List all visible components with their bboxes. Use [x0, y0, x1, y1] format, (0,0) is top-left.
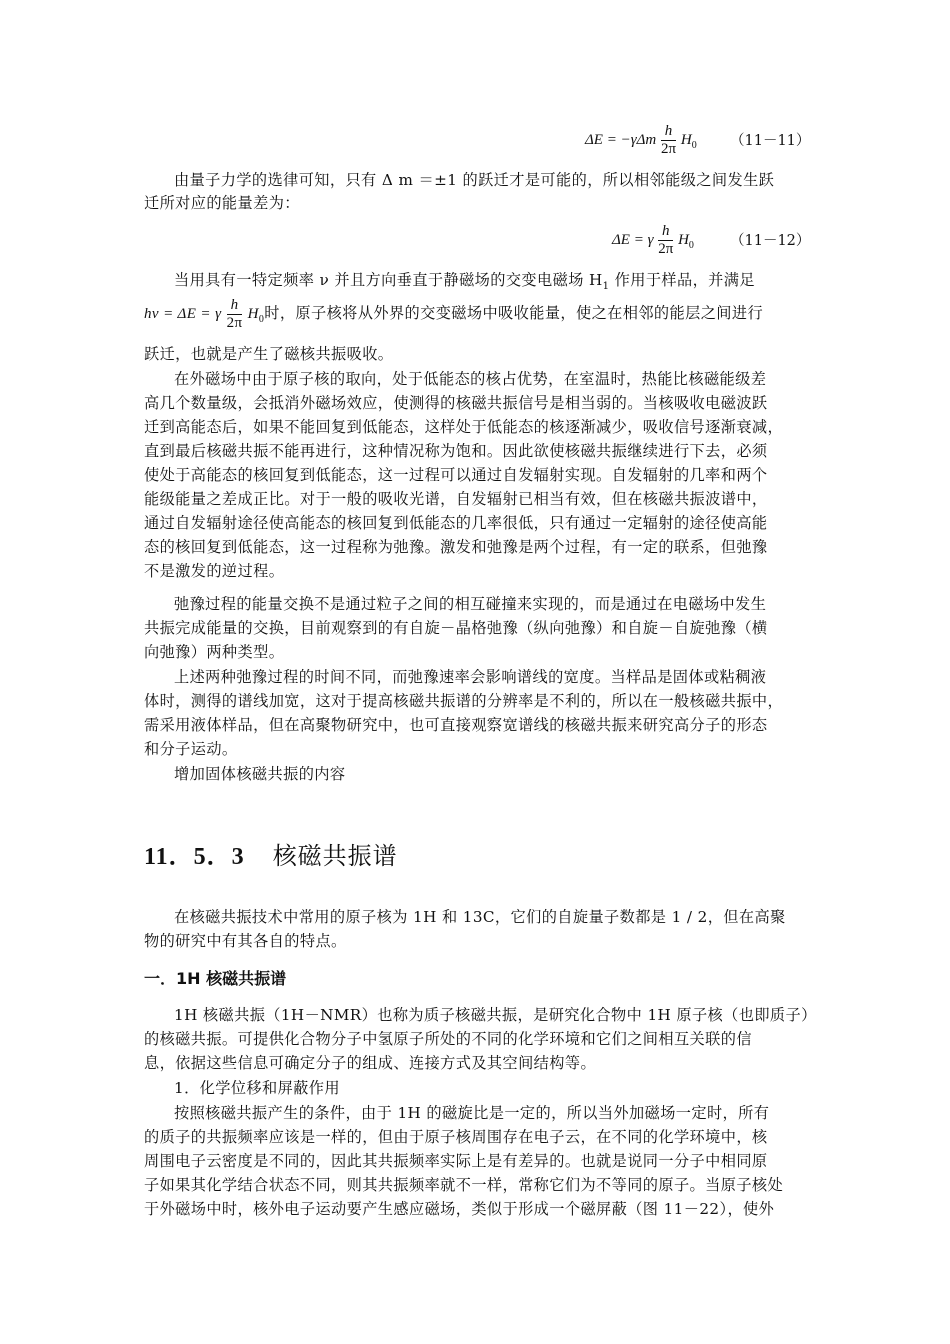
text-line: 直到最后核磁共振不能再进行，这种情况称为饱和。因此欲使核磁共振继续进行下去，必须: [144, 442, 768, 460]
text-line: 增加固体核磁共振的内容: [174, 765, 346, 783]
text-line: 按照核磁共振产生的条件，由于 1H 的磁旋比是一定的，所以当外加磁场一定时，所有: [174, 1104, 770, 1122]
text-line: 通过自发辐射途径使高能态的核回复到低能态的几率很低，只有通过一定辐射的途径使高能: [144, 514, 768, 532]
text-line: 1H 核磁共振（1H－NMR）也称为质子核磁共振，是研究化合物中 1H 原子核（也即质子）: [174, 1006, 817, 1024]
fraction: $\frac{h}{2\pi}$: [661, 123, 677, 157]
text-line: 当用具有一特定频率 ν 并且方向垂直于静磁场的交变电磁场 $H_1$ 作用于样品，并满足: [174, 271, 755, 292]
text-line: 上述两种弛豫过程的时间不同，而弛豫速率会影响谱线的宽度。当样品是固体或粘稠液: [174, 668, 767, 686]
text-line: 周围电子云密度是不同的，因此其共振频率实际上是有差异的。也就是说同一分子中相同原: [144, 1152, 768, 1170]
equation-11-12: ΔE = γ $\frac{h}{2\pi}$ $H_0$: [612, 223, 694, 257]
text-line: 的质子的共振频率应该是一样的，但由于原子核周围存在电子云，在不同的化学环境中，核: [144, 1128, 768, 1146]
text-line: 子如果其化学结合状态不同，则其共振频率就不一样，常称它们为不等同的原子。当原子核处: [144, 1176, 784, 1194]
text-line: 迁所对应的能量差为：: [144, 194, 300, 212]
eq-lhs: ΔE = −γΔm: [585, 131, 657, 148]
text-line: 高几个数量级，会抵消外磁场效应，使测得的核磁共振信号是相当弱的。当核吸收电磁波跃: [144, 394, 768, 412]
fraction: $\frac{h}{2\pi}$: [658, 223, 674, 257]
text-line: 物的研究中有其各自的特点。: [144, 932, 347, 950]
text-line: 的核磁共振。可提供化合物分子中氢原子所处的不同的化学环境和它们之间相互关联的信: [144, 1030, 752, 1048]
text-line: 能级能量之差成正比。对于一般的吸收光谱，自发辐射已相当有效，但在核磁共振波谱中，: [144, 490, 768, 508]
text-line: 需采用液体样品，但在高聚物研究中，也可直接观察宽谱线的核磁共振来研究高分子的形态: [144, 716, 768, 734]
text-line: 跃迁，也就是产生了磁核共振吸收。: [144, 345, 394, 363]
text-line: 弛豫过程的能量交换不是通过粒子之间的相互碰撞来实现的，而是通过在电磁场中发生: [174, 595, 767, 613]
equation-number: （11－11）: [730, 133, 811, 149]
text-line: 使处于高能态的核回复到低能态，这一过程可以通过自发辐射实现。自发辐射的几率和两个: [144, 466, 768, 484]
equation-number: （11－12）: [730, 233, 811, 249]
text-line: 于外磁场中时，核外电子运动要产生感应磁场，类似于形成一个磁屏蔽（图 11－22），使外: [144, 1200, 775, 1218]
text-line-with-equation: hν = ΔE = γ $\frac{h}{2\pi}$ $H_0$时，原子核将从外界的交变磁场中吸收能量，使之在相邻的能层之间进行: [144, 297, 764, 332]
text-line: 不是激发的逆过程。: [144, 562, 285, 580]
subsection-heading: 一．1H 核磁共振谱: [144, 969, 287, 988]
text-line: 迁到高能态后，如果不能回复到低能态，这样处于低能态的核逐渐减少，吸收信号逐渐衰减，: [144, 418, 784, 436]
text-line: 在外磁场中由于原子核的取向，处于低能态的核占优势，在室温时，热能比核磁能级差: [174, 370, 767, 388]
text-line: 体时，测得的谱线加宽，这对于提高核磁共振谱的分辨率是不利的，所以在一般核磁共振中，: [144, 692, 784, 710]
text-line: 息，依据这些信息可确定分子的组成、连接方式及其空间结构等。: [144, 1054, 597, 1072]
text-line: 向弛豫）两种类型。: [144, 643, 285, 661]
text-line: 共振完成能量的交换，目前观察到的有自旋－晶格弛豫（纵向弛豫）和自旋－自旋弛豫（横: [144, 619, 768, 637]
text-line: 态的核回复到低能态，这一过程称为弛豫。激发和弛豫是两个过程，有一定的联系，但弛豫: [144, 538, 768, 556]
text-line: 在核磁共振技术中常用的原子核为 1H 和 13C，它们的自旋量子数都是 1 / 2，但在高聚: [174, 908, 786, 926]
section-heading: 11．5．3 核磁共振谱: [144, 842, 398, 870]
inline-equation: hν = ΔE = γ $\frac{h}{2\pi}$ $H_0$: [144, 297, 265, 332]
text-line: 和分子运动。: [144, 740, 238, 758]
list-item-heading: 1．化学位移和屏蔽作用: [174, 1079, 340, 1097]
equation-11-11: ΔE = −γΔm $\frac{h}{2\pi}$ $H_0$: [585, 123, 697, 157]
text-line: 由量子力学的选律可知，只有 Δ m ＝±1 的跃迁才是可能的，所以相邻能级之间发生跃: [174, 171, 775, 189]
